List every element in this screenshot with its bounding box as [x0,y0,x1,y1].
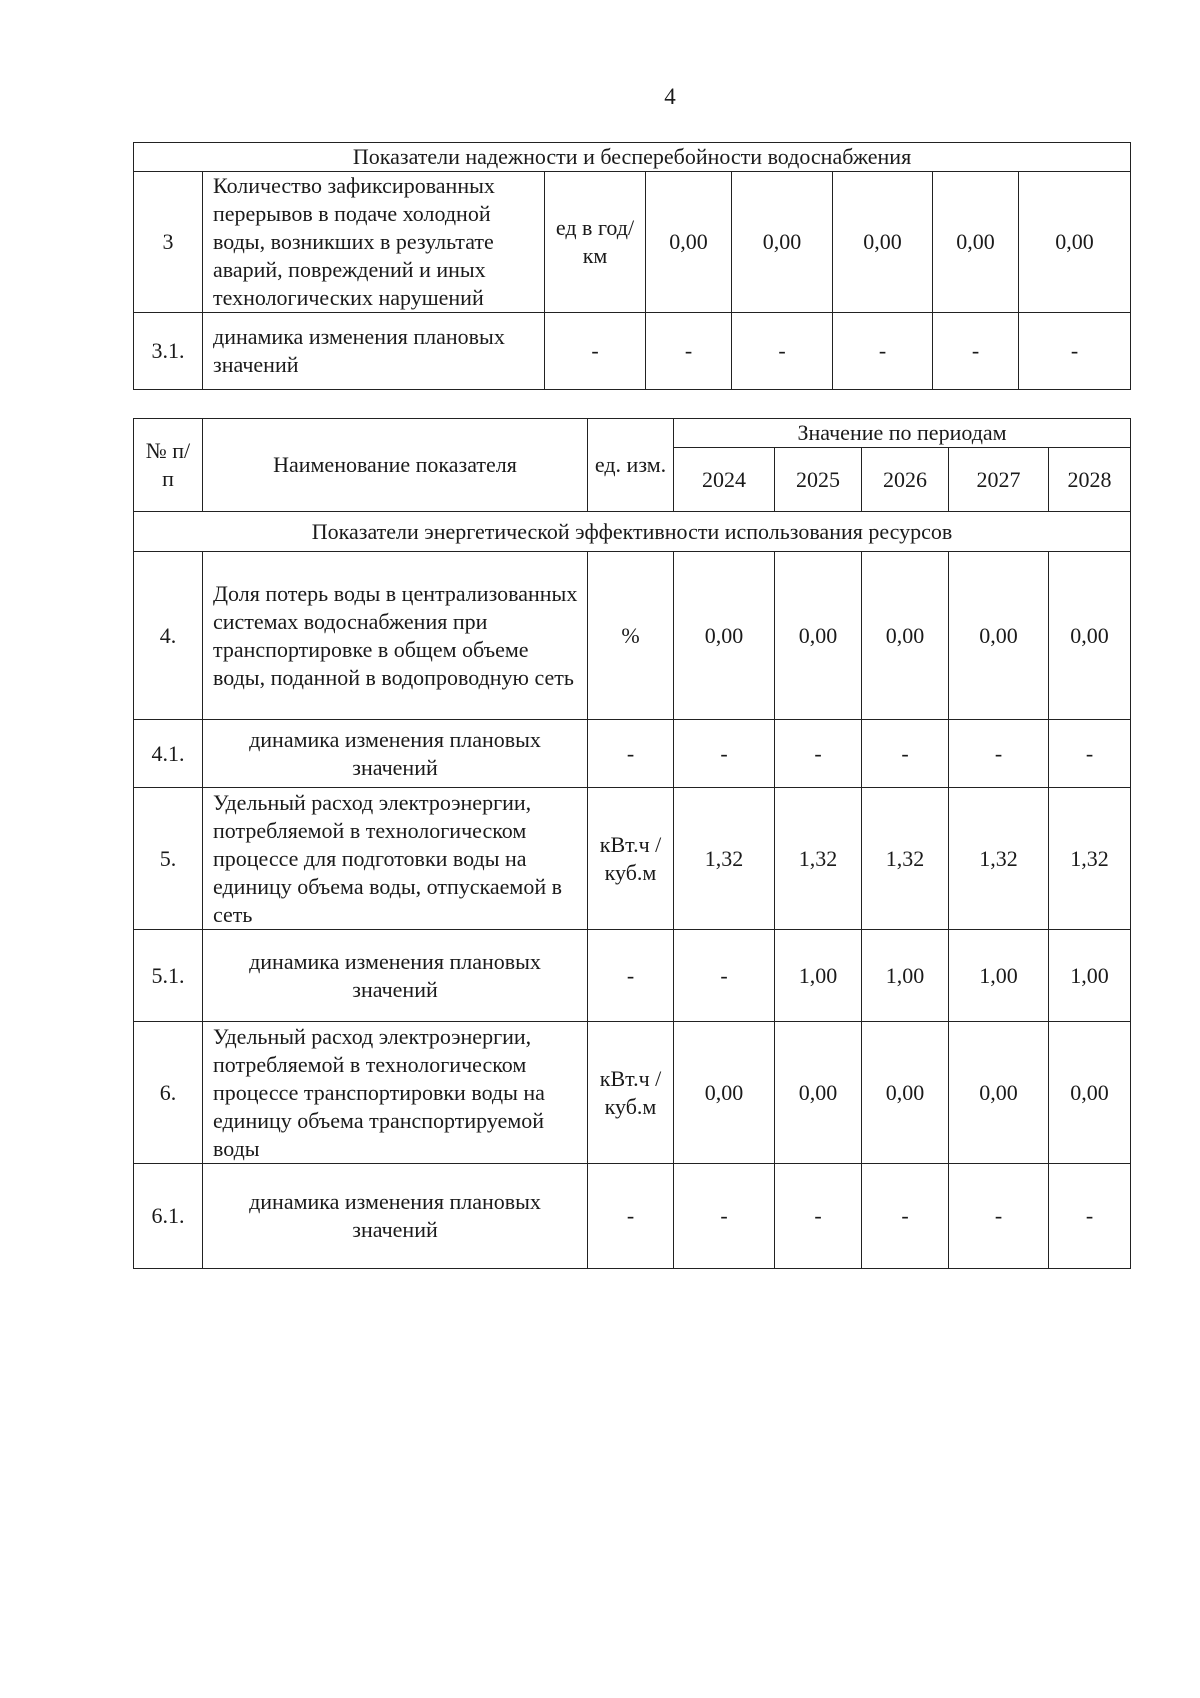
table-row [134,720,1131,788]
indicator-name: динамика изменения плановых значений [203,1164,588,1269]
value-cell: 1,32 [949,788,1049,930]
section-title-energy: Показатели энергетической эффективности использования ресурсов [134,512,1131,552]
value-cell: 0,00 [862,552,949,720]
indicator-name: Доля потерь воды в централизованных системах водоснабжения при транспортировке в общем объеме воды, поданной в водопроводную сеть [203,552,588,720]
row-number: 4. [134,552,203,720]
table-row [134,552,1131,720]
value-cell: - [775,720,862,788]
value-cell: - [646,313,732,390]
value-cell: 1,00 [949,930,1049,1022]
indicator-name: динамика изменения плановых значений [203,313,545,390]
value-cell: 0,00 [1049,552,1131,720]
value-cell: 0,00 [775,1022,862,1164]
value-cell: 0,00 [949,1022,1049,1164]
table-row [134,172,1131,313]
value-cell: 1,32 [862,788,949,930]
indicator-name: Количество зафиксированных перерывов в подаче холодной воды, возникших в результате аварий, повреждений и иных технологических нарушений [203,172,545,313]
header-year: 2024 [674,448,775,512]
unit-cell: ед в год/ км [545,172,646,313]
header-unit: ед. изм. [588,419,674,512]
row-number: 3 [134,172,203,313]
header-number: № п/п [134,419,203,512]
value-cell: - [1049,720,1131,788]
header-periods: Значение по периодам [674,419,1131,448]
table-row [134,788,1131,930]
value-cell: 0,00 [933,172,1019,313]
value-cell: - [1049,1164,1131,1269]
value-cell: - [862,1164,949,1269]
value-cell: 0,00 [674,552,775,720]
header-year: 2027 [949,448,1049,512]
table-row [134,313,1131,390]
value-cell: 1,32 [775,788,862,930]
value-cell: 1,00 [775,930,862,1022]
section-title-reliability: Показатели надежности и бесперебойности водоснабжения [134,143,1131,172]
row-number: 5. [134,788,203,930]
value-cell: 0,00 [1019,172,1131,313]
header-indicator-name: Наименование показателя [203,419,588,512]
value-cell: - [674,930,775,1022]
unit-cell: - [588,930,674,1022]
table-row [134,1164,1131,1269]
unit-cell: - [545,313,646,390]
value-cell: 1,32 [1049,788,1131,930]
value-cell: 0,00 [949,552,1049,720]
unit-cell: - [588,720,674,788]
value-cell: 1,32 [674,788,775,930]
indicator-name: динамика изменения плановых значений [203,930,588,1022]
header-year: 2026 [862,448,949,512]
header-year: 2028 [1049,448,1131,512]
value-cell: - [775,1164,862,1269]
row-number: 6.1. [134,1164,203,1269]
value-cell: 0,00 [674,1022,775,1164]
value-cell: - [933,313,1019,390]
value-cell: - [732,313,833,390]
indicator-name: динамика изменения плановых значений [203,720,588,788]
value-cell: 0,00 [1049,1022,1131,1164]
unit-cell: кВт.ч / куб.м [588,788,674,930]
value-cell: 0,00 [732,172,833,313]
value-cell: - [862,720,949,788]
header-year: 2025 [775,448,862,512]
energy-efficiency-table [133,418,1131,1269]
row-number: 5.1. [134,930,203,1022]
table-row [134,1022,1131,1164]
unit-cell: - [588,1164,674,1269]
indicator-name: Удельный расход электроэнергии, потребляемой в технологическом процессе транспортировки воды на единицу объема транспортируемой воды [203,1022,588,1164]
value-cell: - [674,1164,775,1269]
page-number: 4 [664,84,676,109]
indicator-name: Удельный расход электроэнергии, потребляемой в технологическом процессе для подготовки воды на единицу объема воды, отпускаемой в сеть [203,788,588,930]
value-cell: 1,00 [1049,930,1131,1022]
value-cell: - [674,720,775,788]
unit-cell: кВт.ч / куб.м [588,1022,674,1164]
value-cell: 0,00 [775,552,862,720]
value-cell: 0,00 [833,172,933,313]
row-number: 4.1. [134,720,203,788]
row-number: 6. [134,1022,203,1164]
value-cell: - [949,1164,1049,1269]
value-cell: - [949,720,1049,788]
value-cell: 0,00 [646,172,732,313]
table-row [134,930,1131,1022]
value-cell: - [833,313,933,390]
value-cell: - [1019,313,1131,390]
value-cell: 1,00 [862,930,949,1022]
value-cell: 0,00 [862,1022,949,1164]
row-number: 3.1. [134,313,203,390]
reliability-table [133,142,1131,390]
unit-cell: % [588,552,674,720]
